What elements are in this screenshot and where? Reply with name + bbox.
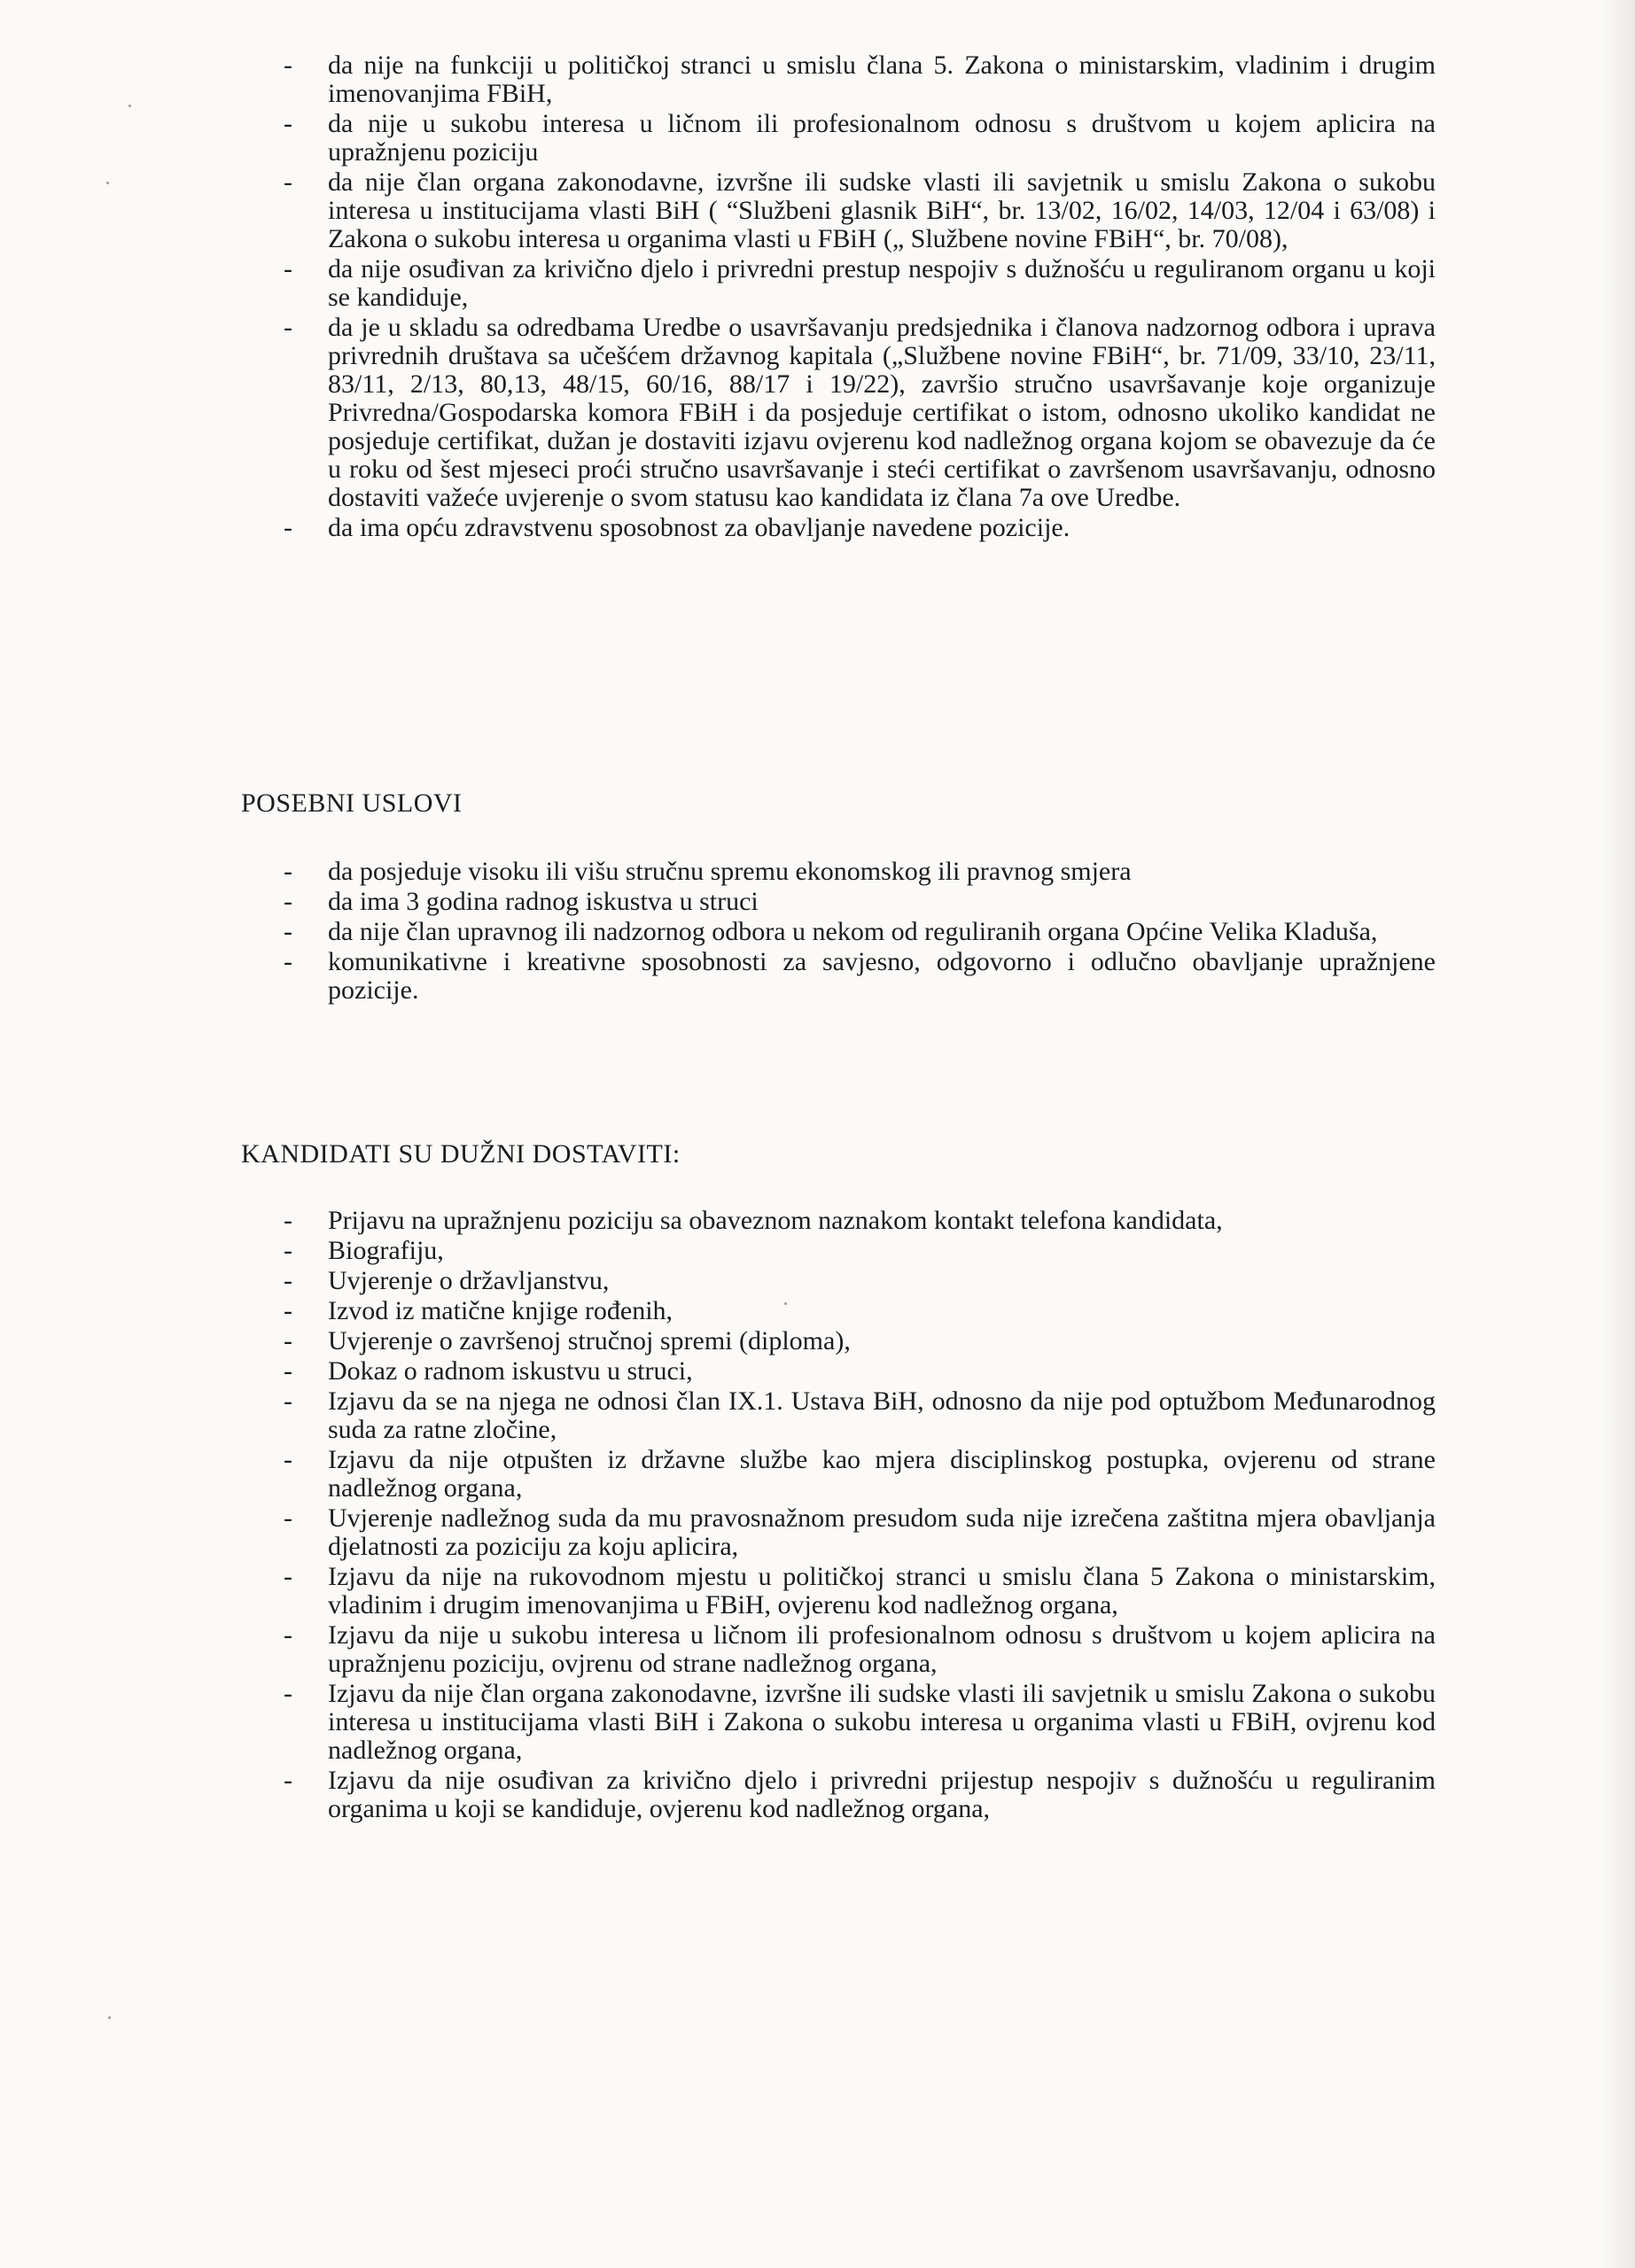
list-item-text: Prijavu na upražnjenu poziciju sa obaveznom naznakom kontakt telefona kandidata, (328, 1206, 1223, 1235)
list-item-text: Uvjerenje o državljanstvu, (328, 1266, 610, 1295)
list-item (284, 1446, 1436, 1503)
bullet-dash: - (284, 1620, 292, 1650)
list-item-text: Dokaz o radnom iskustvu u struci, (328, 1356, 693, 1386)
scan-speck (106, 182, 109, 184)
list-item-text: komunikativne i kreativne sposobnosti za savjesno, odgovorno i odlučno obavljanje upražnjene pozicije. (328, 947, 1436, 1005)
list-item-text: da ima 3 godina radnog iskustva u struci (328, 887, 759, 916)
list-item (284, 168, 1436, 253)
list-item (284, 1387, 1436, 1444)
list-item-text: Uvjerenje o završenoj stručnoj spremi (diploma), (328, 1326, 851, 1355)
list-item-text: Izvod iz matične knjige rođenih, (328, 1296, 673, 1325)
list-item (284, 1563, 1436, 1619)
special-conditions-heading: POSEBNI USLOVI (241, 788, 463, 818)
list-item-text: Izjavu da nije otpušten iz državne službe kao mjera disciplinskog postupka, ovjerenu od strane nadležnog organa, (328, 1445, 1436, 1503)
list-item-text: da nije član organa zakonodavne, izvršne ili sudske vlasti ili savjetnik u smislu Zakona o sukobu interesa u institucijama vlasti BiH ( “Službeni glasnik BiH“, br. 13/02, 16/02, 14/03, 12/04 i 63/08) i Zakona o sukobu interesa u organima vlasti u FBiH („ Službene novine FBiH“, br. 70/08), (328, 167, 1436, 253)
required-documents-list (284, 1207, 1436, 1823)
bullet-dash: - (284, 50, 292, 80)
special-conditions-section (284, 858, 1436, 1006)
required-documents-section (284, 1207, 1436, 1825)
bullet-dash: - (284, 887, 292, 916)
list-item-text: Izjavu da nije osuđivan za krivično djelo i privredni prijestup nespojiv s dužnošću u reguliranim organima u koji se kandiduje, ovjerenu kod nadležnog organa, (328, 1766, 1436, 1823)
bullet-dash: - (284, 947, 292, 976)
bullet-dash: - (284, 1266, 292, 1295)
bullet-dash: - (284, 917, 292, 946)
list-item-text: Izjavu da nije u sukobu interesa u ličnom ili profesionalnom odnosu s društvom u kojem aplicira na upražnjenu poziciju, ovjrenu od strane nadležnog organa, (328, 1620, 1436, 1678)
bullet-dash: - (284, 1356, 292, 1386)
bullet-dash: - (284, 1562, 292, 1591)
required-documents-heading: KANDIDATI SU DUŽNI DOSTAVITI: (241, 1139, 681, 1169)
list-item (284, 1504, 1436, 1561)
bullet-dash: - (284, 1206, 292, 1235)
general-requirements-list (284, 51, 1436, 542)
list-item (284, 1680, 1436, 1765)
bullet-dash: - (284, 109, 292, 138)
list-item (284, 1327, 1436, 1355)
list-item (284, 1237, 1436, 1265)
scan-speck (108, 2016, 111, 2019)
bullet-dash: - (284, 1236, 292, 1265)
bullet-dash: - (284, 167, 292, 197)
scan-speck (128, 105, 131, 107)
special-conditions-list (284, 858, 1436, 1005)
list-item (284, 255, 1436, 312)
list-item (284, 1267, 1436, 1295)
list-item (284, 1207, 1436, 1235)
list-item (284, 1621, 1436, 1678)
list-item (284, 858, 1436, 886)
list-item (284, 918, 1436, 946)
general-requirements-section (284, 51, 1436, 544)
bullet-dash: - (284, 1766, 292, 1795)
list-item (284, 110, 1436, 167)
list-item-text: da nije osuđivan za krivično djelo i privredni prestup nespojiv s dužnošću u reguliranom organu u koji se kandiduje, (328, 254, 1436, 312)
list-item (284, 948, 1436, 1005)
list-item (284, 314, 1436, 512)
bullet-dash: - (284, 1386, 292, 1416)
list-item-text: da je u skladu sa odredbama Uredbe o usavršavanju predsjednika i članova nadzornog odbora i uprava privrednih društava sa učešćem državnog kapitala („Službene novine FBiH“, br. 71/09, 33/10, 23/11, 83/11, 2/13, 80,13, 48/15, 60/16, 88/17 i 19/22), završio stručno usavršavanje koje organizuje Privredna/Gospodarska komora FBiH i da posjeduje certifikat o istom, odnosno ukoliko kandidat ne posjeduje certifikat, dužan je dostaviti izjavu ovjerenu kod nadležnog organa kojom se obavezuje da će u roku od šest mjeseci proći stručno usavršavanje i steći certifikat o završenom usavršavanju, odnosno dostaviti važeće uvjerenje o svom statusu kao kandidata iz člana 7a ove Uredbe. (328, 313, 1436, 512)
list-item (284, 888, 1436, 916)
list-item-text: da posjeduje visoku ili višu stručnu spremu ekonomskog ili pravnog smjera (328, 857, 1132, 886)
list-item (284, 1297, 1436, 1325)
list-item-text: da ima opću zdravstvenu sposobnost za obavljanje navedene pozicije. (328, 513, 1071, 542)
scan-speck (784, 1302, 787, 1305)
bullet-dash: - (284, 1503, 292, 1533)
list-item-text: Izjavu da se na njega ne odnosi član IX.1. Ustava BiH, odnosno da nije pod optužbom Međunarodnog suda za ratne zločine, (328, 1386, 1436, 1444)
bullet-dash: - (284, 513, 292, 542)
bullet-dash: - (284, 254, 292, 284)
list-item (284, 1357, 1436, 1386)
bullet-dash: - (284, 1296, 292, 1325)
list-item-text: da nije član upravnog ili nadzornog odbora u nekom od reguliranih organa Općine Velika Kladuša, (328, 917, 1378, 946)
list-item (284, 1767, 1436, 1823)
bullet-dash: - (284, 1326, 292, 1355)
list-item-text: Biografiju, (328, 1236, 444, 1265)
list-item-text: Uvjerenje nadležnog suda da mu pravosnažnom presudom suda nije izrečena zaštitna mjera obavljanja djelatnosti za poziciju za koju aplicira, (328, 1503, 1436, 1561)
list-item-text: Izjavu da nije član organa zakonodavne, izvršne ili sudske vlasti ili savjetnik u smislu Zakona o sukobu interesa u institucijama vlasti BiH i Zakona o sukobu interesa u organima vlasti u FBiH, ovjrenu kod nadležnog organa, (328, 1679, 1436, 1765)
bullet-dash: - (284, 1679, 292, 1708)
list-item (284, 51, 1436, 108)
bullet-dash: - (284, 857, 292, 886)
bullet-dash: - (284, 1445, 292, 1474)
bullet-dash: - (284, 313, 292, 342)
list-item (284, 514, 1436, 542)
list-item-text: Izjavu da nije na rukovodnom mjestu u političkoj stranci u smislu člana 5 Zakona o ministarskim, vladinim i drugim imenovanjima u FBiH, ovjerenu kod nadležnog organa, (328, 1562, 1436, 1619)
scan-edge-shadow (1600, 0, 1635, 2268)
list-item-text: da nije na funkciji u političkoj stranci u smislu člana 5. Zakona o ministarskim, vladinim i drugim imenovanjima FBiH, (328, 50, 1436, 108)
list-item-text: da nije u sukobu interesa u ličnom ili profesionalnom odnosu s društvom u kojem aplicira na upražnjenu poziciju (328, 109, 1436, 167)
